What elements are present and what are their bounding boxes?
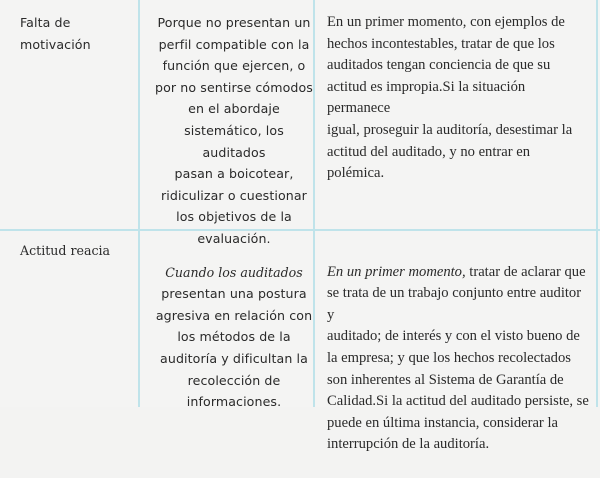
row-1-cause: Porque no presentan un perfil compatible con la función que ejercen, o por no sentirse cómodos en el abordaje sistemático, los auditados pasan a boicotear, ridiculizar o cuestionar los objetivos de la evaluación. bbox=[155, 15, 313, 246]
row-2-action bbox=[327, 240, 589, 478]
row-2-action-lead: En un primer momento, bbox=[327, 263, 466, 280]
table-right-border bbox=[596, 0, 598, 407]
row-2-action-first-rest: tratar de aclarar que bbox=[465, 263, 586, 280]
row-2-cause bbox=[155, 240, 313, 434]
table-column-divider-2 bbox=[313, 0, 315, 407]
row-2-cause-rest: presentan una postura agresiva en relación con los métodos de la auditoría y dificultan la recolección de informaciones. bbox=[155, 286, 313, 410]
row-2-cause-lead: Cuando los auditados bbox=[165, 264, 303, 280]
row-1-action: En un primer momento, con ejemplos de hechos incontestables, tratar de que los auditados tengan conciencia de que su actitud es impropia.Si la situación permanece igual, proseguir la auditoría, desestimar la actitud del auditado, y no entrar en polémica. bbox=[327, 14, 573, 182]
table-column-divider-1 bbox=[138, 0, 140, 407]
row-2-action-rest: se trata de un trabajo conjunto entre auditor y auditado; de interés y con el visto bueno de la empresa; y que los hechos recolectados son inherentes al Sistema de Garantía de Calidad.Si la actitud del auditado persiste, se puede en última instancia, considerar la interrupción de la auditoría. bbox=[327, 285, 589, 453]
row-2-topic: Actitud reacia bbox=[20, 243, 111, 258]
row-1-topic: Falta de motivación bbox=[20, 15, 91, 52]
